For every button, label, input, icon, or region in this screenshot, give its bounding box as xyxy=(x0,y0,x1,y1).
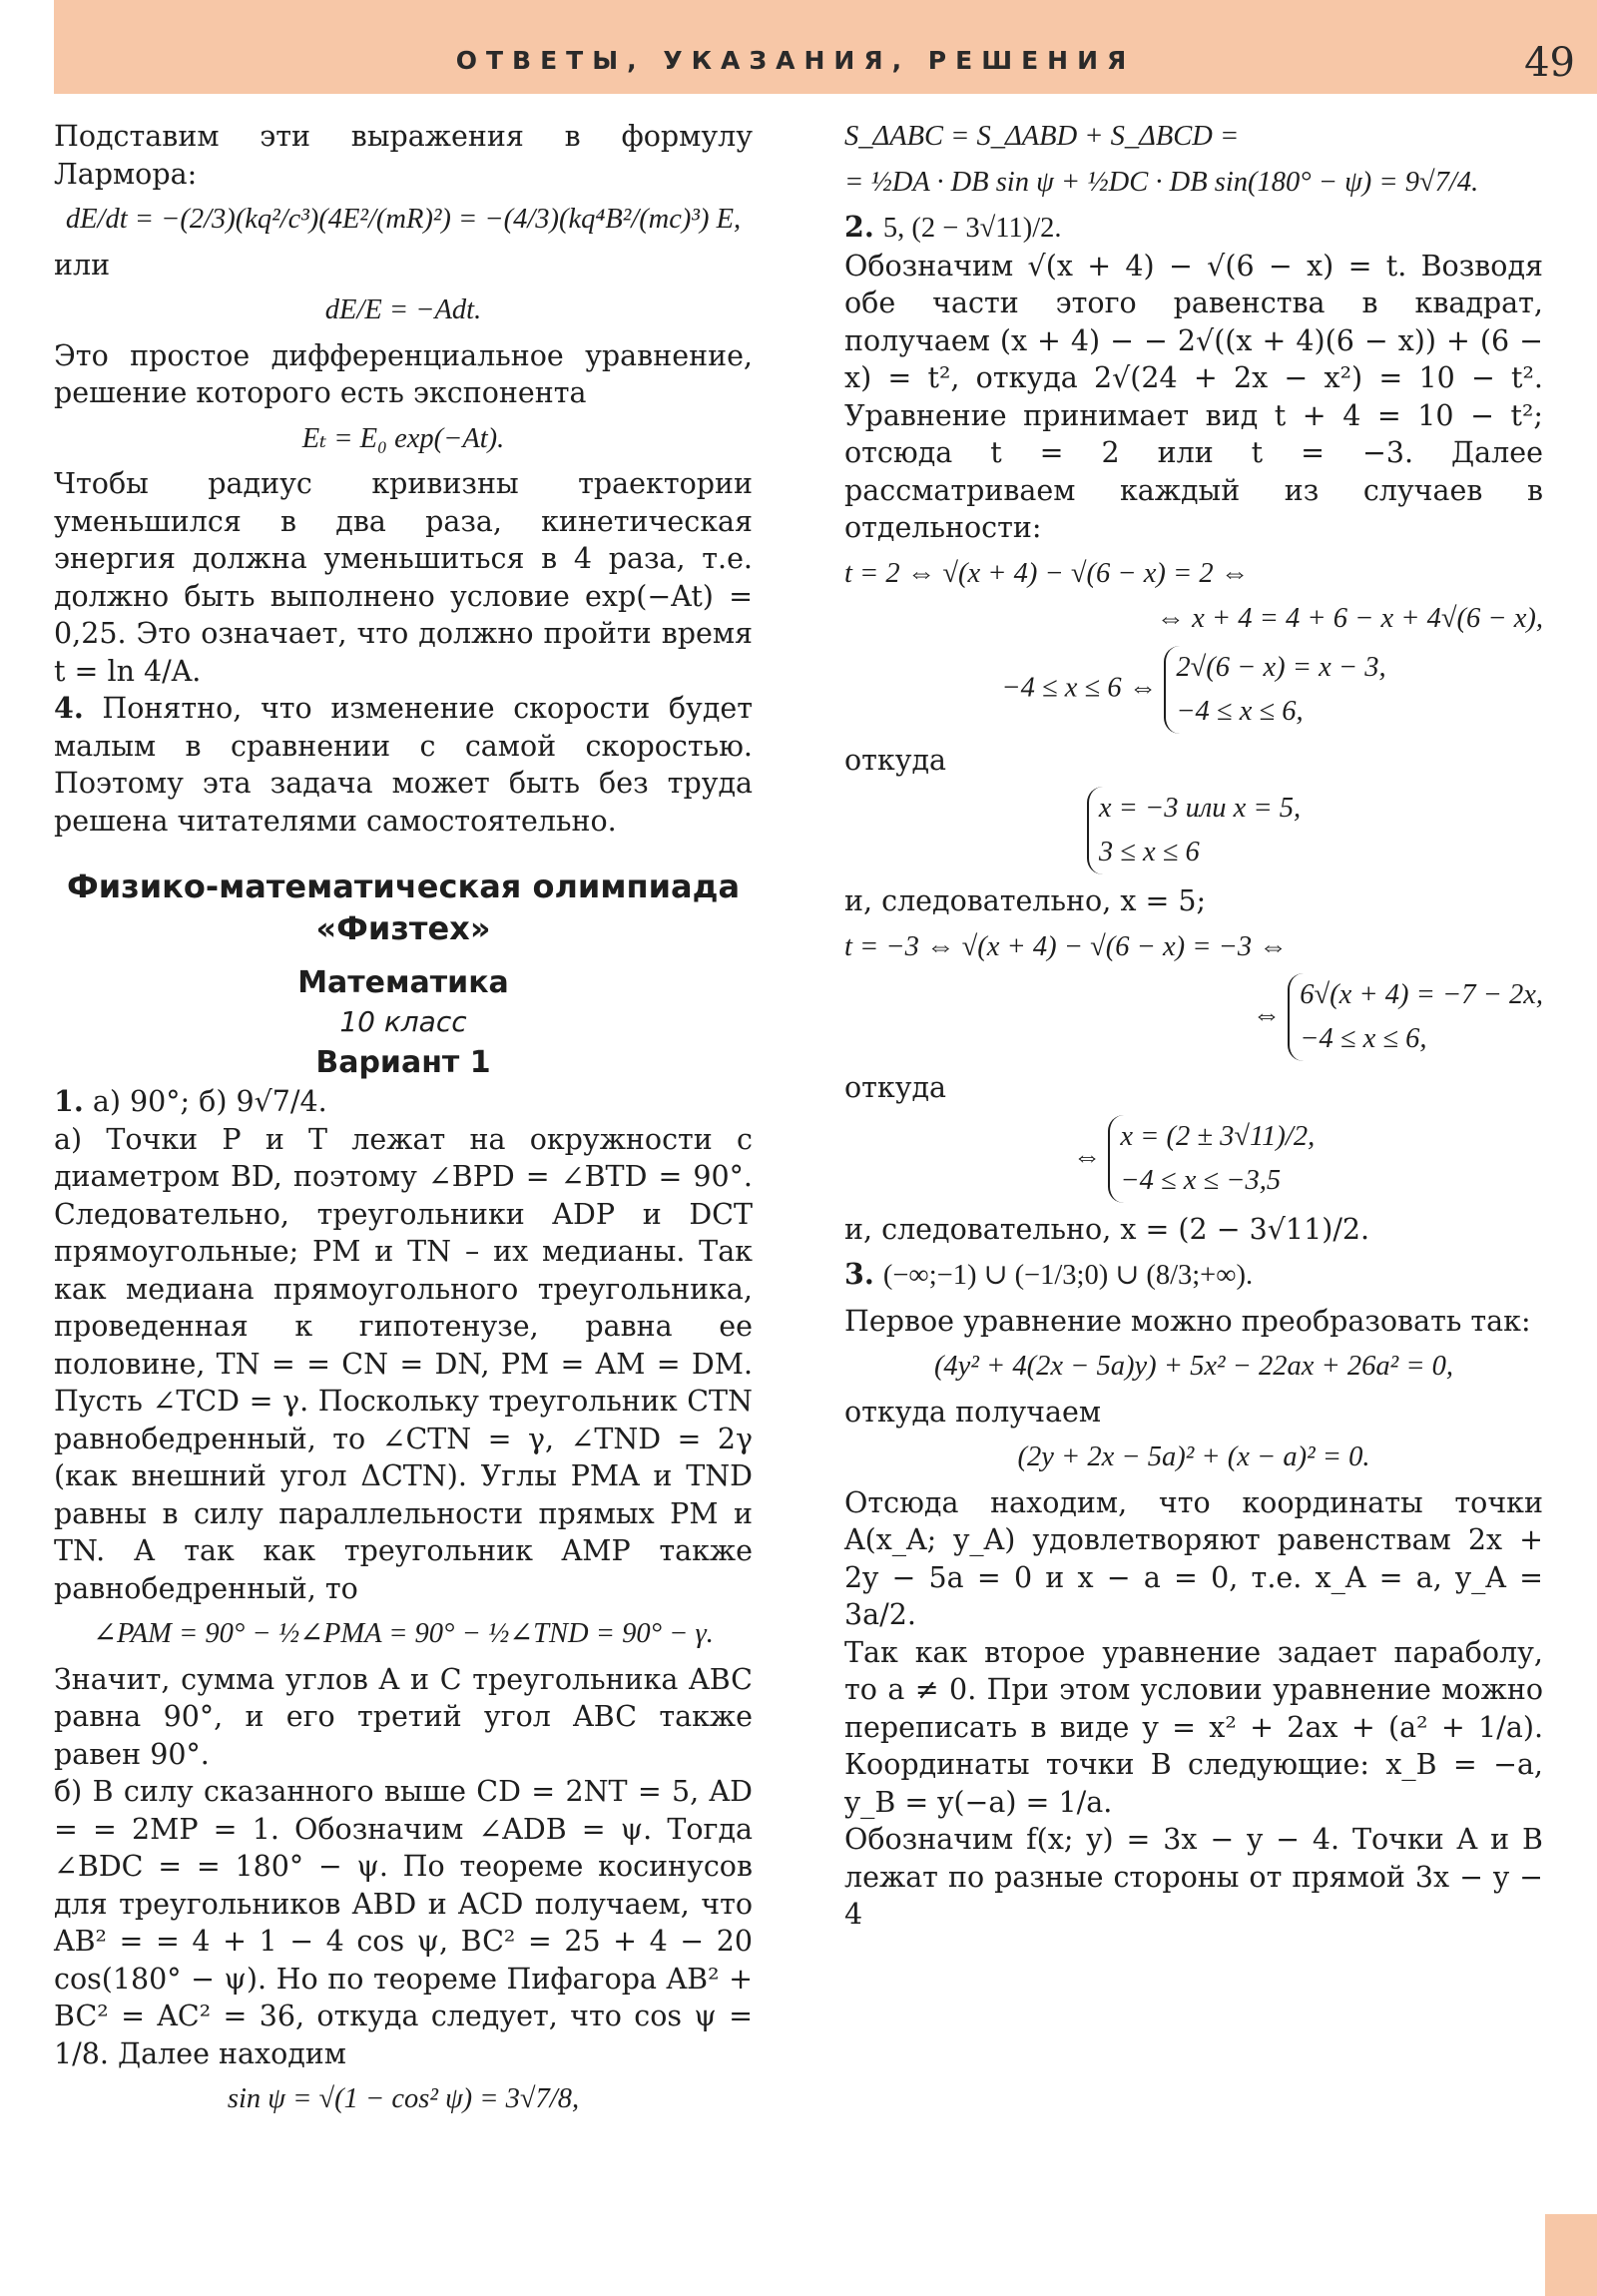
answer-1-text: а) 90°; б) 9√7/4. xyxy=(92,1085,327,1118)
heading-olympiad-line2: «Физтех» xyxy=(315,909,491,947)
text-point-a: Отсюда находим, что координаты точки A(x_A; y_A) удовлетворяют равенствам 2x + 2y − 5a = 0 и x − a = 0, т.е. x_A = a, y_A = 3a/2. xyxy=(844,1485,1543,1631)
problem-4-text: Понятно, что изменение скорости будет малым в сравнении с самой скоростью. Поэтому эта задача может быть без труда решена читателями самостоятельно. xyxy=(54,692,753,838)
heading-olympiad-line1: Физико-математическая олимпиада xyxy=(66,867,741,905)
left-column xyxy=(54,118,753,2126)
system-1-line-b: −4 ≤ x ≤ 6, xyxy=(1176,695,1304,727)
page-edge-tab xyxy=(1545,2214,1597,2296)
system-3-line-b: −4 ≤ x ≤ 6, xyxy=(1300,1023,1427,1054)
text-transform: Первое уравнение можно преобразовать так: xyxy=(844,1304,1531,1338)
heading-subject: Математика xyxy=(297,965,509,1000)
system-1-brace xyxy=(1164,646,1385,734)
system-4 xyxy=(844,1115,1543,1203)
system-4-brace xyxy=(1108,1115,1315,1203)
system-2-line-b: 3 ≤ x ≤ 6 xyxy=(1098,837,1200,867)
page-number: 49 xyxy=(1524,40,1575,86)
page-header xyxy=(54,0,1597,94)
equation-transformed: (4y² + 4(2x − 5a)y) + 5x² − 22ax + 26a² = 0, xyxy=(933,1351,1454,1382)
text-diff-eq: Это простое дифференциальное уравнение, решение которого есть экспонента xyxy=(54,338,753,409)
system-1-line-a: 2√(6 − x) = x − 3, xyxy=(1176,651,1386,683)
text-parabola: Так как второе уравнение задает параболу, то a ≠ 0. При этом условии уравнение можно переписать в виде y = x² + 2ax + (a² + 1/a). Координаты точки B следующие: x_B = −a, y_B = y(−a) = 1/a. xyxy=(844,1635,1543,1819)
system-3-brace xyxy=(1288,973,1543,1061)
system-3-line-a: 6√(x + 4) = −7 − 2x, xyxy=(1300,979,1543,1010)
system-4-line-a: x = (2 ± 3√11)/2, xyxy=(1120,1120,1316,1152)
solution-1b: б) В силу сказанного выше CD = 2NT = 5, AD = = 2MP = 1. Обозначим ∠ADB = ψ. Тогда ∠BDC = = 180° − ψ. По теореме косинусов для треугольников ABD и ACD получаем, что AB² = = 4 + 1 − 4 cos ψ, BC² = 25 + 4 − 20 cos(180° − ψ). Но по теореме Пифагора AB² + BC² = AC² = 36, откуда следует, что cos ψ = 1/8. Далее находим xyxy=(54,1775,753,2070)
system-1 xyxy=(844,646,1543,734)
answer-2 xyxy=(844,209,1543,248)
answer-1 xyxy=(54,1083,753,1121)
heading-grade: 10 класс xyxy=(339,1005,467,1038)
equation-sin-psi: sin ψ = √(1 − cos² ψ) = 3√7/8, xyxy=(227,2083,580,2114)
equation-sum-squares: (2y + 2x − 5a)² + (x − a)² = 0. xyxy=(1017,1441,1370,1472)
text-or: или xyxy=(54,248,111,282)
system-3-arrow: ⇔ xyxy=(1252,999,1282,1031)
equation-exponent: Eₜ = E₀ exp(−At). xyxy=(301,422,505,454)
text-whence-2: откуда xyxy=(844,1071,947,1104)
system-4-arrow: ⇔ xyxy=(1072,1141,1102,1173)
text-larmor-intro: Подставим эти выражения в формулу Лармора: xyxy=(54,120,753,191)
text-whence-1: откуда xyxy=(844,743,947,777)
solution-1a: а) Точки P и T лежат на окружности с диаметром BD, поэтому ∠BPD = ∠BTD = 90°. Следовательно, треугольники ADP и DCT прямоугольные; PM и TN – их медианы. Так как медиана прямоугольного треугольника, проведенная к гипотенузе, равна ее половине, TN = = CN = DN, PM = AM = DM. Пусть ∠TCD = γ. Поскольку треугольник CTN равнобедренный, то ∠CTN = γ, ∠TND = 2γ (как внешний угол ΔCTN). Углы PMA и TND равны в силу параллельности прямых PM и TN. А так как треугольник AMP также равнобедренный, то xyxy=(54,1122,753,1605)
answer-3-number: 3. xyxy=(844,1257,874,1291)
answer-3 xyxy=(844,1256,1543,1295)
right-column xyxy=(844,118,1543,1934)
heading-variant: Вариант 1 xyxy=(315,1045,491,1080)
answer-3-text: (−∞;−1) ∪ (−1/3;0) ∪ (8/3;+∞). xyxy=(882,1260,1254,1291)
equation-angle-pam: ∠PAM = 90° − ½∠PMA = 90° − ½∠TND = 90° − γ. xyxy=(93,1618,714,1649)
equation-case-t2: t = 2 ⇔ √(x + 4) − √(6 − x) = 2 ⇔ xyxy=(844,557,1250,589)
heading-olympiad xyxy=(54,865,753,949)
equation-area-value: = ½DA · DB sin ψ + ½DC · DB sin(180° − ψ) = 9√7/4. xyxy=(844,166,1479,198)
system-3 xyxy=(844,973,1543,1061)
system-1-condition: −4 ≤ x ≤ 6 ⇔ xyxy=(1001,672,1158,704)
equation-case-t2-expanded: ⇔ x + 4 = 4 + 6 − x + 4√(6 − x), xyxy=(1156,603,1543,634)
text-conclusion-1: и, следовательно, x = 5; xyxy=(844,884,1207,917)
equation-de-over-e: dE/E = −Adt. xyxy=(324,294,482,325)
text-conclusion-2: и, следовательно, x = (2 − 3√11)/2. xyxy=(844,1212,1370,1246)
text-problem-4 xyxy=(54,690,753,840)
equation-larmor: dE/dt = −(2/3)(kq²/c³)(4E²/(mR)²) = −(4/3)(kq⁴B²/(mc)³) E, xyxy=(65,204,742,235)
text-angle-sum: Значит, сумма углов A и C треугольника ABC равна 90°, и его третий угол ABC также равен 90°. xyxy=(54,1662,753,1771)
solution-2-intro: Обозначим √(x + 4) − √(6 − x) = t. Возводя обе части этого равенства в квадрат, получаем (x + 4) − − 2√((x + 4)(6 − x)) + (6 − x) = t², откуда 2√(24 + 2x − x²) = 10 − t². Уравнение принимает вид t + 4 = 10 − t²; отсюда t = 2 или t = −3. Далее рассматриваем каждый из случаев в отдельности: xyxy=(844,249,1543,544)
answer-2-text: 5, (2 − 3√11)/2. xyxy=(882,213,1062,244)
system-4-line-b: −4 ≤ x ≤ −3,5 xyxy=(1120,1164,1282,1196)
answer-1-number: 1. xyxy=(54,1084,84,1118)
system-2 xyxy=(844,787,1543,874)
running-title: ОТВЕТЫ, УКАЗАНИЯ, РЕШЕНИЯ xyxy=(455,46,1136,75)
equation-area-sum: S_ΔABC = S_ΔABD + S_ΔBCD = xyxy=(844,121,1240,152)
answer-2-number: 2. xyxy=(844,210,874,244)
text-obtain: откуда получаем xyxy=(844,1395,1102,1429)
system-2-line-a: x = −3 или x = 5, xyxy=(1098,793,1302,824)
text-curvature: Чтобы радиус кривизны траектории уменьшился в два раза, кинетическая энергия должна уменьшиться в 4 раза, т.е. должно быть выполнено условие exp(−At) = 0,25. Это означает, что должно пройти время t = ln 4/A. xyxy=(54,467,753,688)
text-line-f: Обозначим f(x; y) = 3x − y − 4. Точки A и B лежат по разные стороны от прямой 3x − y − 4 xyxy=(844,1823,1543,1931)
problem-4-number: 4. xyxy=(54,691,84,725)
equation-case-t-minus3: t = −3 ⇔ √(x + 4) − √(6 − x) = −3 ⇔ xyxy=(844,930,1288,962)
system-2-brace xyxy=(1087,787,1301,874)
